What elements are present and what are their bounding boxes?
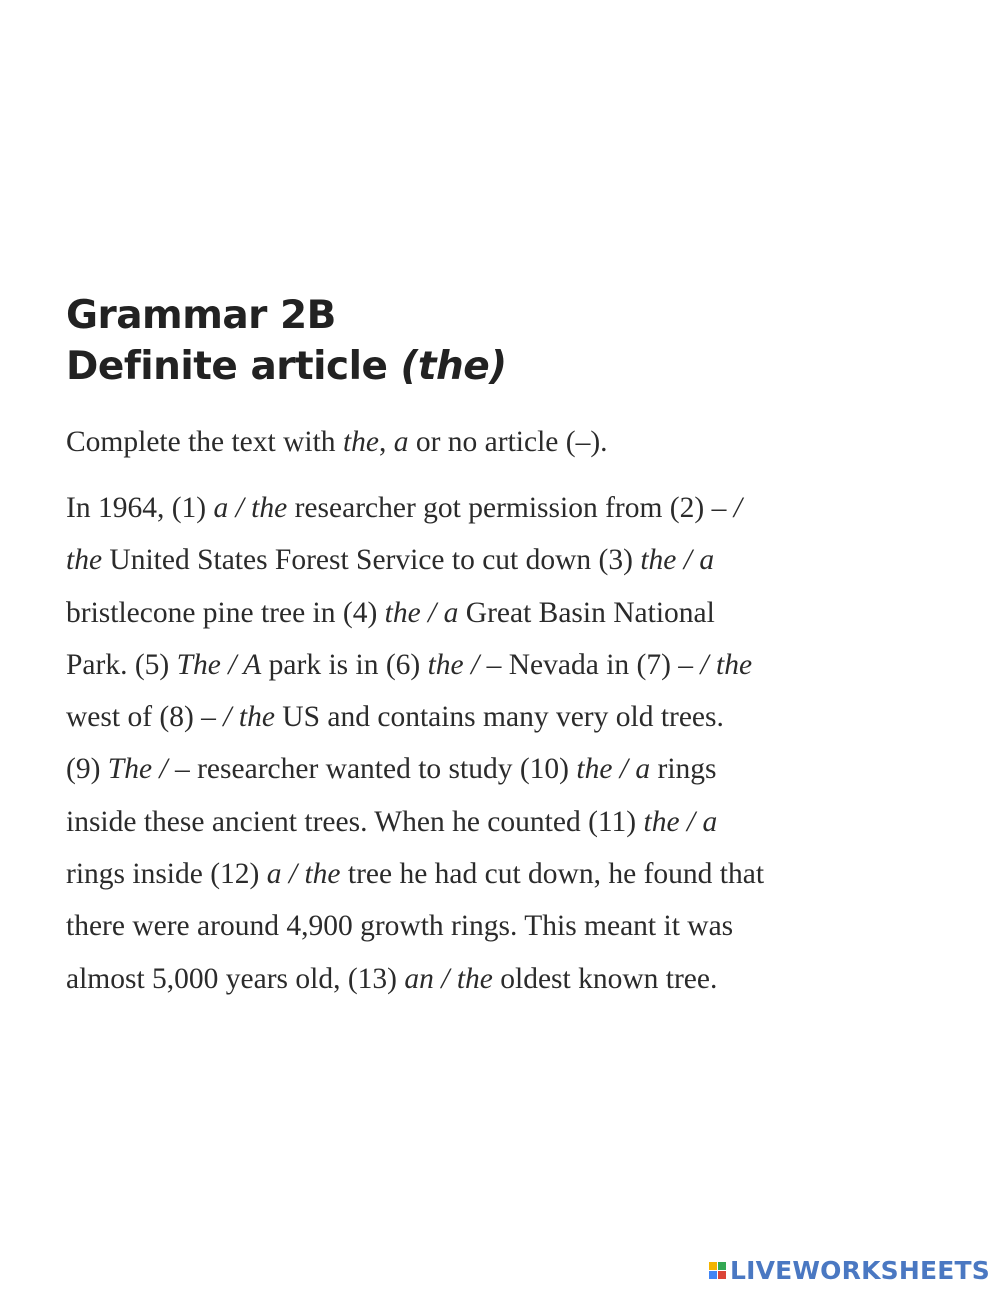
passage-line: Park. (5) The / A park is in (6) the / – Nevada in (7) – / the [66,648,753,681]
choice-11[interactable]: the / a [643,805,718,838]
choice-7[interactable]: – / the [678,648,753,681]
passage-line: (9) The / – researcher wanted to study (10) the / a rings [66,753,717,786]
choice-9[interactable]: The / – [107,753,190,786]
passage-line: there were around 4,900 growth rings. This meant it was [66,910,734,943]
passage-line: inside these ancient trees. When he counted (11) the / a [66,805,718,838]
passage-line: In 1964, (1) a / the researcher got permission from (2) – / [66,492,742,524]
passage-line: west of (8) – / the US and contains many very old trees. [66,701,724,734]
brand-name: LIVEWORKSHEETS [729,1255,990,1285]
logo-block [709,1262,717,1270]
choice-13[interactable]: an / the [404,962,493,995]
logo-block [709,1271,717,1279]
choice-3[interactable]: the / a [640,544,715,577]
logo-block [718,1262,726,1270]
liveworksheets-logo[interactable] [709,1255,990,1285]
choice-12[interactable]: a / the [266,858,341,891]
passage-line: bristlecone pine tree in (4) the / a Great Basin National [66,596,715,629]
choice-2[interactable]: – / [711,492,742,524]
choice-10[interactable]: the / a [576,753,651,786]
choice-4[interactable]: the / a [384,596,459,629]
instruction-text: Complete the text with the, a or no article (–). [66,426,608,458]
choice-5[interactable]: The / A [176,648,262,681]
choice-2[interactable]: the [66,544,103,577]
exercise-passage [66,482,966,1005]
logo-blocks-icon [709,1262,726,1279]
choice-1[interactable]: a / the [213,492,288,524]
heading-title: Grammar 2B [66,293,336,338]
choice-8[interactable]: – / the [201,701,275,734]
passage-line: the United States Forest Service to cut down (3) the / a [66,544,715,577]
heading-subtitle: Definite article (the) [66,344,507,389]
choice-6[interactable]: the / – [427,648,502,681]
logo-block [718,1271,726,1279]
passage-line: rings inside (12) a / the tree he had cut down, he found that [66,858,765,891]
worksheet-heading [66,290,507,392]
passage-line: almost 5,000 years old, (13) an / the oldest known tree. [66,962,718,995]
